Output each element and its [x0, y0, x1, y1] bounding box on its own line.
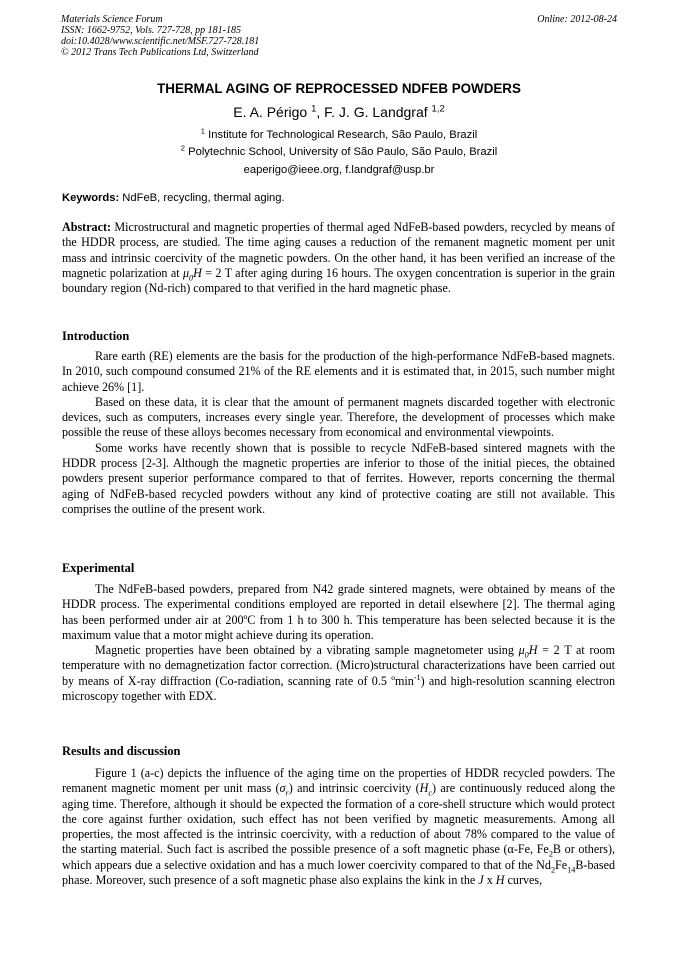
experimental-mu-subscript: 0 [524, 650, 529, 660]
journal-copyright: © 2012 Trans Tech Publications Ltd, Switzerland [61, 47, 259, 58]
results-h-symbol: H [495, 873, 505, 888]
author-2-name: F. J. G. Landgraf [324, 104, 432, 120]
results-heading: Results and discussion [62, 744, 181, 758]
results-fe14-subscript: 14 [567, 865, 576, 875]
abstract-label: Abstract: [62, 220, 112, 234]
introduction-paragraph-2: Based on these data, it is clear that the amount of permanent magnets discarded together with electronic devices, such as computers, increases every single year. Therefore, the development of processes which make possible the reuse of these alloys becomes necessary from economical and environmental viewpoints. [62, 394, 615, 440]
results-hc-symbol: H [419, 781, 429, 796]
experimental-unit-superscript: -1 [413, 672, 421, 682]
affiliation-1-mark: 1 [200, 126, 206, 136]
author-list [40, 103, 638, 121]
experimental-body [62, 582, 615, 704]
keywords [62, 191, 618, 206]
journal-header [61, 14, 617, 58]
results-paragraph-1 [62, 766, 615, 888]
experimental-paragraph-2 [62, 643, 615, 704]
results-sigma-symbol: σ [279, 781, 286, 796]
introduction-paragraph-3: Some works have recently shown that is possible to recycle NdFeB-based sintered magnets with the HDDR process [2-3]. Although the magnetic properties are inferior to those of the initial pieces, the obtained powders present superior performance compared to that of ferrites. However, reports concerning the thermal aging of NdFeB-based recycled powders without any kind of protective coating are still not available. This comprises the outline of the present work. [62, 440, 615, 516]
journal-issn: ISSN: 1662-9752, Vols. 727-728, pp 181-185 [61, 25, 241, 36]
experimental-text-c: ) and high-resolution scanning electron microscopy together with EDX. [62, 673, 615, 704]
author-separator: , [316, 104, 325, 120]
results-text-1: Figure 1 (a-c) depicts the influence of the aging time on the properties of HDDR recycled powders. The remanent magnetic moment per unit mass ( [62, 766, 615, 796]
results-text-2: ) and intrinsic coercivity ( [288, 781, 420, 796]
affiliation-2 [40, 145, 638, 160]
affiliation-2-text: Polytechnic School, University of São Paulo, São Paulo, Brazil [185, 146, 498, 158]
experimental-paragraph-1: The NdFeB-based powders, prepared from N42 grade sintered magnets, were obtained by means of the HDDR process. The experimental conditions employed are reported in detail elsewhere [2]. The thermal aging has been performed under air at 200ºC from 1 h to 300 h. This temperature has been selected because it is the maximum value that a motor might achieve during its operation. [62, 582, 615, 642]
results-x-symbol: x [483, 873, 496, 888]
introduction-paragraph-1: Rare earth (RE) elements are the basis for the production of the high-performance NdFeB-based magnets. In 2010, such compound consumed 21% of the RE elements and it is estimated that, in 2015, such number might achieve 26% [1]. [62, 349, 615, 394]
abstract [62, 220, 615, 296]
results-nd2-subscript: 2 [550, 865, 556, 875]
results-text-4: B or others), which appears due a selective oxidation and has a much lower coercivity compared to that of the Nd [62, 842, 616, 872]
results-text-7: curves, [504, 873, 543, 888]
experimental-text-b: = 2 T at room temperature with no demagnetization factor correction. (Micro)structural characterizations have been carried out by means of X-ray diffraction (Co-radiation, scanning rate of 0.5 ºmin [62, 643, 615, 688]
abstract-mu-subscript: 0 [189, 273, 194, 283]
author-2-affiliation-mark: 1,2 [431, 103, 445, 115]
abstract-h-symbol: H [193, 265, 202, 280]
results-sigma-subscript: r [285, 788, 289, 798]
author-emails: eaperigo@ieee.org, f.landgraf@usp.br [243, 164, 435, 176]
online-date: Online: 2012-08-24 [537, 14, 617, 25]
results-hc-subscript: c [428, 788, 433, 798]
affiliation-2-mark: 2 [180, 143, 186, 153]
author-1-name: E. A. Périgo [233, 104, 312, 120]
results-body [62, 766, 615, 888]
affiliation-1 [40, 128, 638, 143]
experimental-h-symbol: H [528, 643, 538, 658]
experimental-heading: Experimental [62, 561, 135, 575]
keywords-label: Keywords: [62, 192, 120, 204]
keywords-text: NdFeB, recycling, thermal aging. [119, 192, 285, 204]
experimental-text-a: Magnetic properties have been obtained by a vibrating sample magnetometer using [95, 643, 519, 658]
paper-title: THERMAL AGING OF REPROCESSED NDFEB POWDERS [157, 81, 521, 96]
journal-doi: doi:10.4028/www.scientific.net/MSF.727-728.181 [61, 36, 260, 47]
experimental-mu-symbol: μ [518, 643, 525, 658]
results-text-6: B-based phase. Moreover, such presence of a soft magnetic phase also explains the kink in the [62, 857, 615, 888]
results-text-3: ) are continuously reduced along the aging time. Therefore, although it should be expected the formation of a core-shell structure which would protect the core against further oxidation, such effect has not been verified by magnetic measurements. Among all properties, the most affected is the intrinsic coercivity, with a reduction of about 78% compared to the value of the starting material. Such fact is ascribed the possible presence of a soft magnetic phase (α-Fe, Fe [62, 781, 615, 857]
introduction-body [62, 349, 615, 517]
journal-name: Materials Science Forum [61, 14, 163, 25]
affiliation-1-text: Institute for Technological Research, São Paulo, Brazil [205, 129, 478, 141]
abstract-text-2: = 2 T after aging during 16 hours. The oxygen concentration is superior in the grain boundary region (Nd-rich) compared to that verified in the hard magnetic phase. [62, 265, 615, 296]
results-j-symbol: J [478, 873, 484, 888]
results-fe2-subscript: 2 [548, 849, 553, 859]
introduction-heading: Introduction [62, 329, 130, 343]
abstract-text-1: Microstructural and magnetic properties of thermal aged NdFeB-based powders, recycled by means of the HDDR process, are studied. The time aging causes a reduction of the remanent magnetic moment per unit mass and intrinsic coercivity of the magnetic powders. On the other hand, it has been verified an increase of the magnetic polarization at [62, 220, 615, 280]
abstract-mu-symbol: μ [182, 265, 190, 280]
author-1-affiliation-mark: 1 [311, 103, 317, 115]
results-text-5: Fe [555, 857, 568, 872]
